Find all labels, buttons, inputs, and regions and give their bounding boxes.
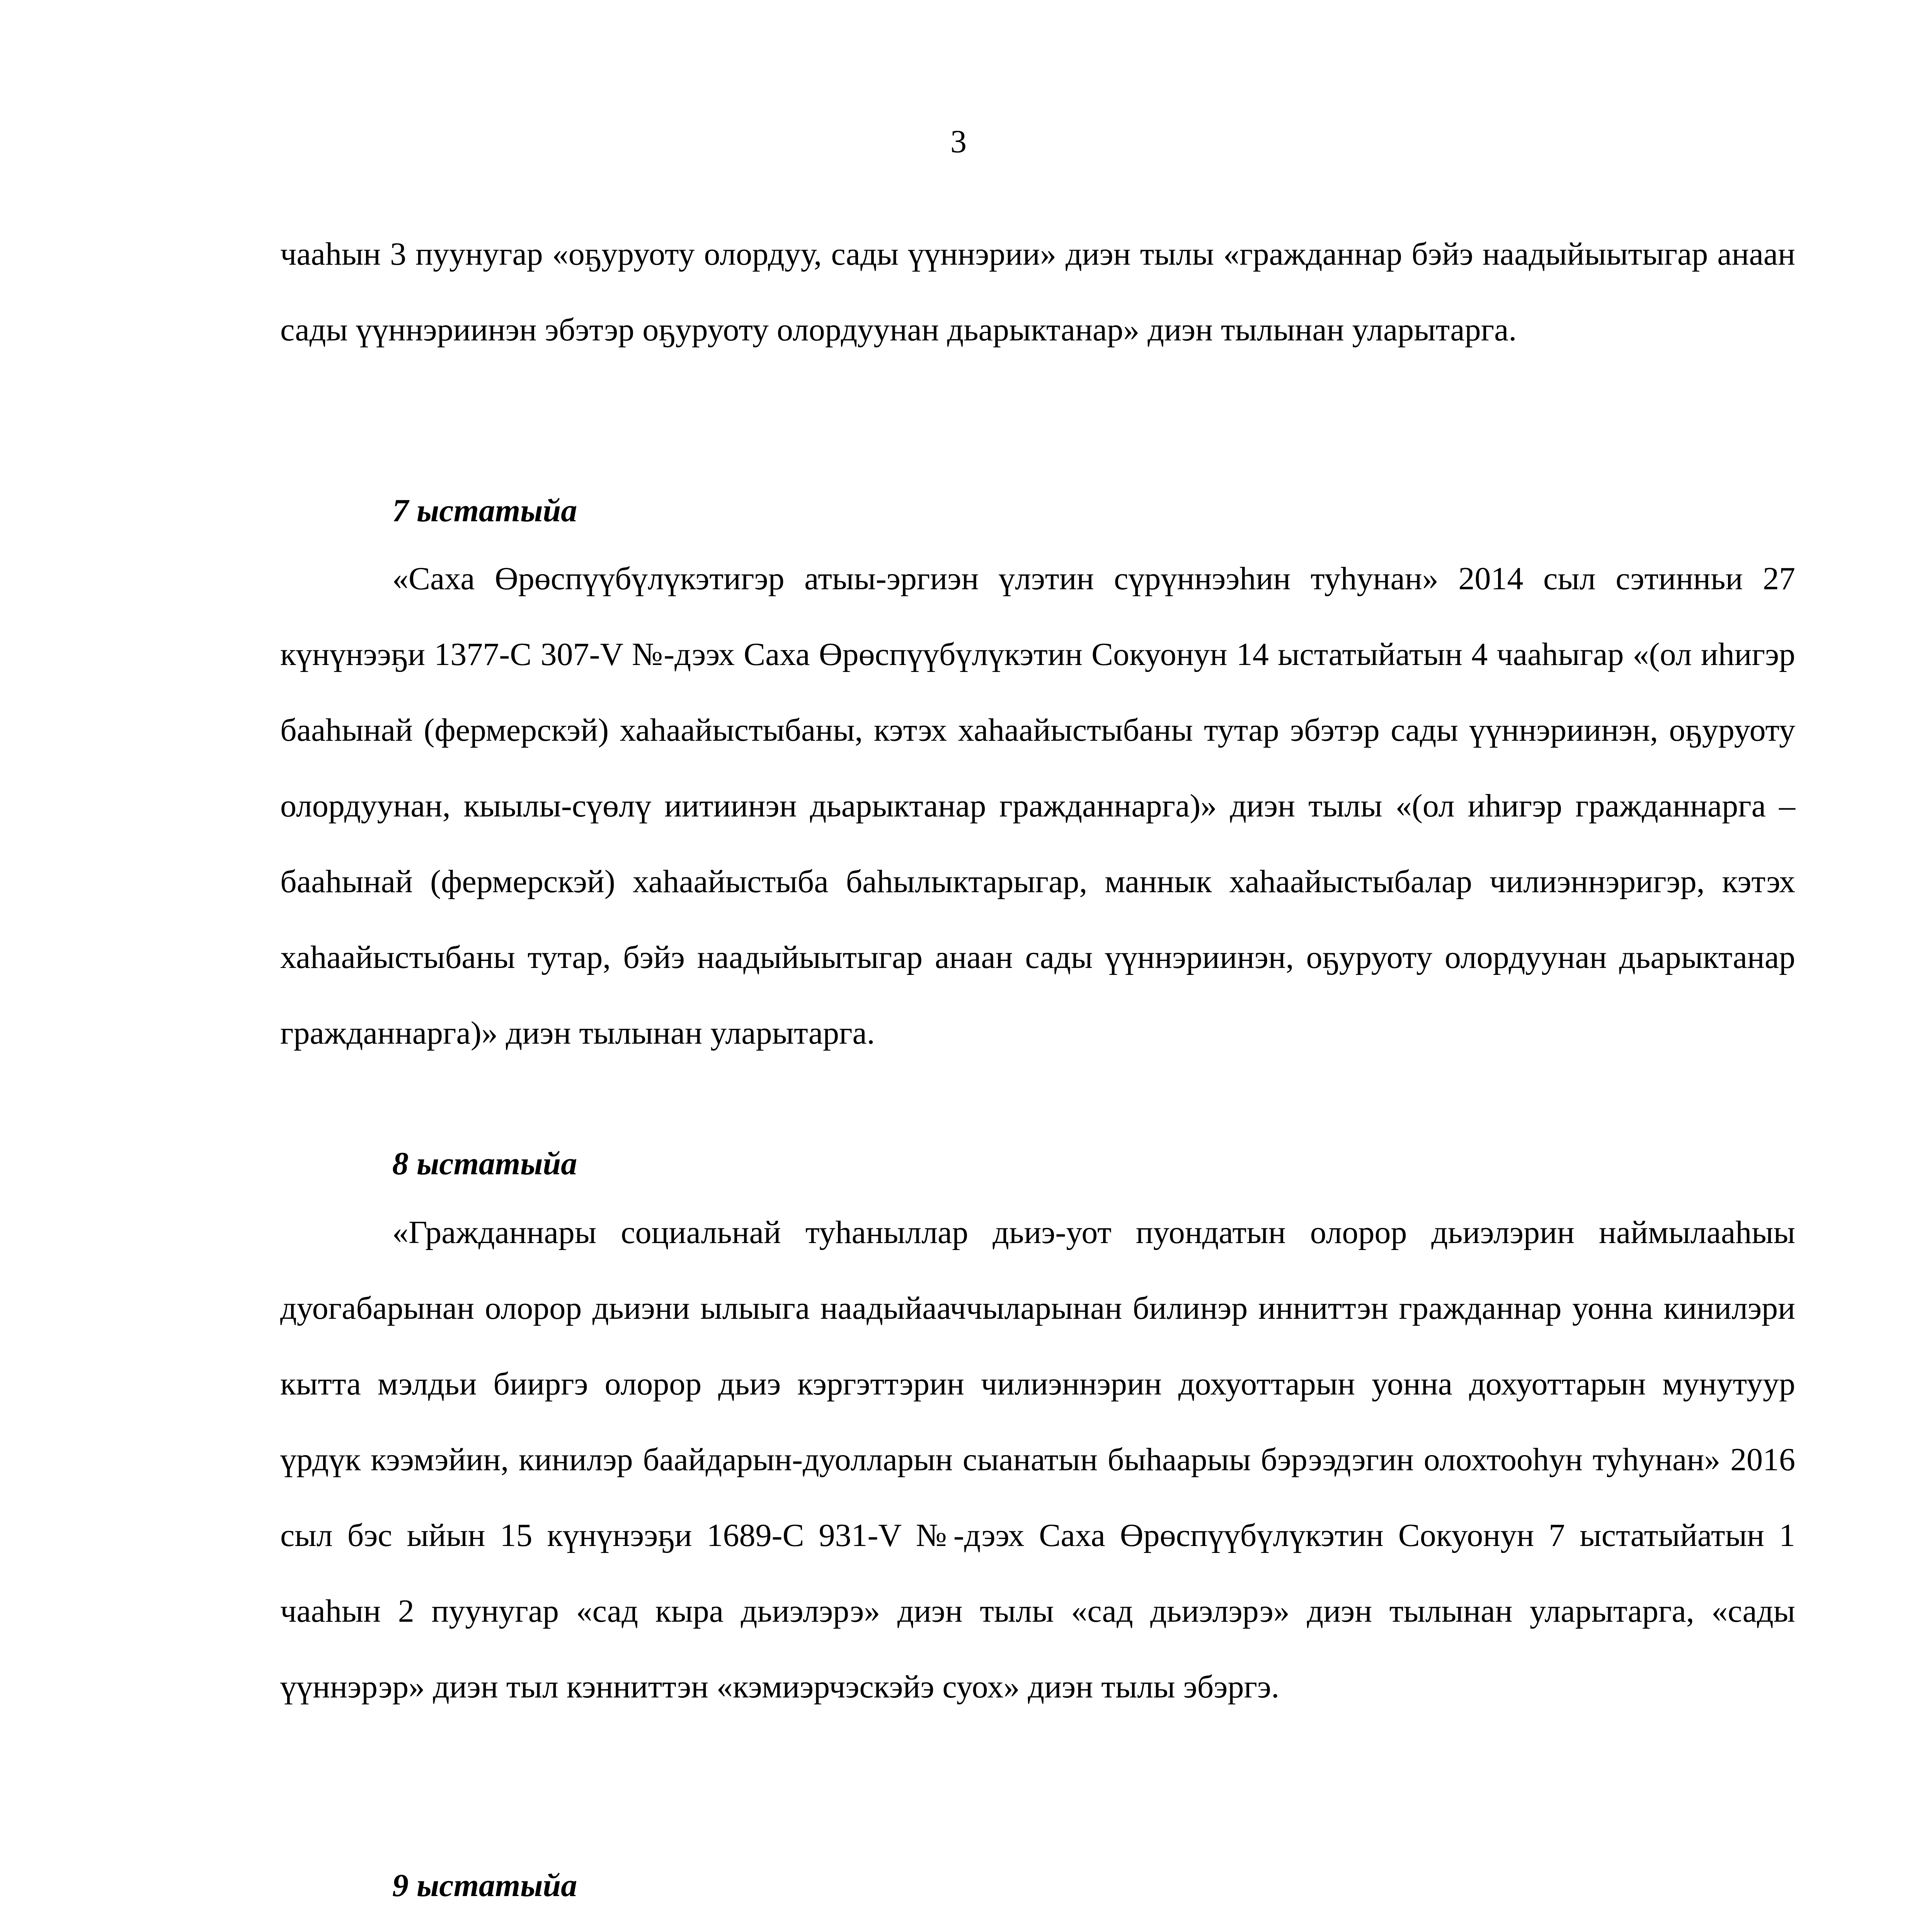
article-9-heading: 9 ыстатыйа <box>392 1867 577 1903</box>
signature-scribble <box>989 1917 1542 1932</box>
article-8-text: «Гражданнары социальнай туһаныллар дьиэ-уот пуондатын олорор дьиэлэрин наймылааһыы дуогабарынан олорор дьиэни ылыыга наадыйааччыларынан билинэр инниттэн гражданнар уонна кинилэри кытта мэлдьи бииргэ олорор дьиэ кэргэттэрин чилиэннэрин дохуоттарын уонна дохуоттарын мунутуур үрдүк кээмэйин, кинилэр баайдарын-дуолларын сыанатын быһаарыы бэрээдэгин олохтооһун туһунан» 2016 сыл бэс ыйын 15 күнүнээҕи 1689-С 931-V №-дээх Саха Өрөспүүбүлүкэтин Сокуонун 7 ыстатыйатын 1 чааһын 2 пуунугар «сад кыра дьиэлэрэ» диэн тылы «сад дьиэлэрэ» диэн тылынан уларытарга, «сады үүннэрэр» диэн тыл кэнниттэн «кэмиэрчэскэйэ суох» диэн тылы эбэргэ. <box>280 1214 1795 1705</box>
intro-paragraph: чааһын 3 пуунугар «оҕуруоту олордуу, сады үүннэрии» диэн тылы «гражданнар бэйэ наадыйыытыгар анаан сады үүннэриинэн эбэтэр оҕуруоту олордуунан дьарыктанар» диэн тылынан уларытарга. <box>280 236 1795 348</box>
page-number: 3 <box>950 124 967 160</box>
article-8-heading: 8 ыстатыйа <box>392 1146 577 1182</box>
article-7-heading: 7 ыстатыйа <box>392 493 577 529</box>
article-7-text: «Саха Өрөспүүбүлүкэтигэр атыы-эргиэн үлэтин сүрүннээһин туһунан» 2014 сыл сэтинньи 27 күнүнээҕи 1377-С 307-V №-дээх Саха Өрөспүүбүлүкэтин Сокуонун 14 ыстатыйатын 4 чааһыгар «(ол иһигэр бааһынай (фермерскэй) хаһаайыстыбаны, кэтэх хаһаайыстыбаны тутар эбэтэр сады үүннэриинэн, оҕуруоту олордуунан, кыылы-сүөлү иитиинэн дьарыктанар гражданнарга)» диэн тылы «(ол иһигэр гражданнарга – бааһынай (фермерскэй) хаһаайыстыба баһылыктарыгар, маннык хаһаайыстыбалар чилиэннэригэр, кэтэх хаһаайыстыбаны тутар, бэйэ наадыйыытыгар анаан сады үүннэриинэн, оҕуруоту олордуунан дьарыктанар гражданнарга)» диэн тылынан уларытарга. <box>280 561 1795 1051</box>
